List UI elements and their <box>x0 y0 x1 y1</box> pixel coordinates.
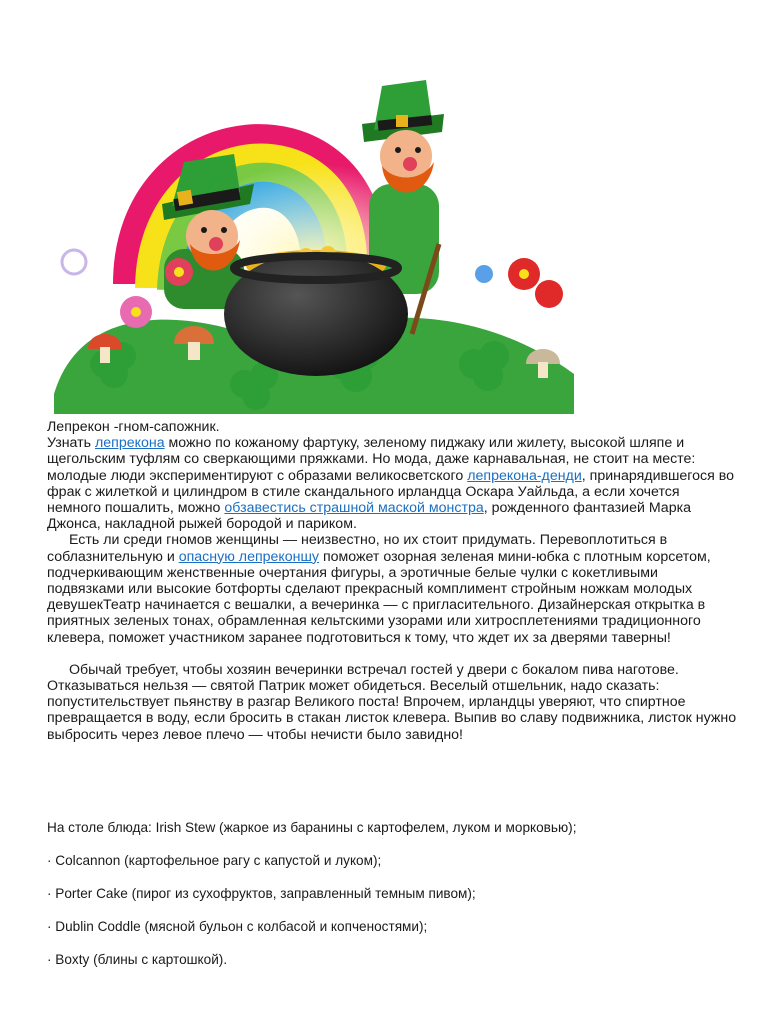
text-span: поможет озорная зеленая мини-юбка с плотным корсетом, подчеркивающим женственные очертания фигуры, а эротичные белые чулки с кокетливыми подвязками или высокие ботфорты сделают прекрасный комплимент стройным ножкам молодых девушекТеатр начинается с вешалки, а вечеринка — с пригласительного. Дизайнерская открытка в приятных зеленых тонах, обрамленная кельтскими узорами или хитросплетениями традиционного клевера, поможет участником заранее подготовиться к тому, что ждет их за дверями таверны! <box>47 548 711 646</box>
paragraph-2 <box>47 532 737 645</box>
pot-of-gold-icon <box>224 246 408 376</box>
paragraph-1 <box>47 435 737 532</box>
list-item: · Colcannon (картофельное рагу с капустой и луком); <box>47 853 382 868</box>
spacer <box>47 646 737 662</box>
list-item: · Porter Cake (пирог из сухофруктов, заправленный темным пивом); <box>47 886 476 901</box>
link-leprechaun-dandy[interactable]: лепрекона-денди <box>467 467 582 484</box>
article-text <box>47 419 737 743</box>
list-item: · Dublin Coddle (мясной бульон с колбасой и копченостями); <box>47 919 428 934</box>
paragraph-3: Обычай требует, чтобы хозяин вечеринки встречал гостей у двери с бокалом пива наготове. Отказываться нельзя — святой Патрик может обидеться. Веселый отшельник, надо сказать: попустительствует пьянству в разгар Великого поста! Впрочем, ирландцы уверяют, что спиртное превращается в воду, если бросить в стакан листок клевера. Выпив во славу подвижника, листок нужно выбросить через левое плечо — чтобы нечисти было завидно! <box>47 661 737 743</box>
leprechaun-illustration <box>44 44 584 414</box>
text-span: можно по кожаному фартуку, зеленому пиджаку или жилету, высокой шляпе и щегольским туфлям со сверкающими пряжками. Но мода, даже карнавальная, не стоит на месте: молодые люди экспериментируют с образами великосветского <box>47 435 696 484</box>
list-item: · Boxty (блины с картошкой). <box>47 952 228 967</box>
menu-list <box>47 820 737 985</box>
text-span: , принарядившегося во фрак с жилеткой и цилиндром в стиле скандального ирландца Оскара Уайльда, а если хочется немного пошалить, можно <box>47 467 735 517</box>
caption: Лепрекон -гном-сапожник. <box>47 419 220 435</box>
link-leprechaun[interactable]: лепрекона <box>94 435 165 452</box>
link-dangerous-leprechaun[interactable]: опасную лепреконшу <box>178 548 319 565</box>
link-monster-mask[interactable]: обзавестись страшной маской монстра <box>224 500 484 517</box>
text-span: Есть ли среди гномов женщины — неизвестно, но их стоит придумать. Перевоплотиться в соблазнительную и <box>47 532 668 565</box>
list-item: На столе блюда: Irish Stew (жаркое из баранины с картофелем, луком и морковью); <box>47 820 577 835</box>
text-span: Узнать <box>47 435 95 452</box>
text-span: , рожденного фантазией Марка Джонса, накладной рыжей бородой и париком. <box>47 500 691 533</box>
